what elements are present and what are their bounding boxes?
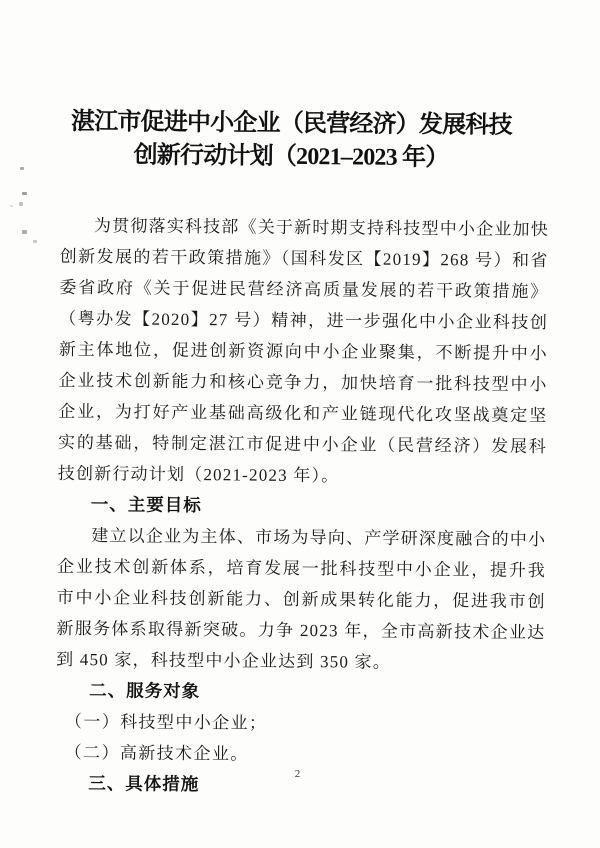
document-title-line-2: 创新行动计划（2021–2023 年） [133, 142, 449, 172]
scan-artifact-speck [33, 240, 37, 243]
paragraph-preamble: 为贯彻落实科技部《关于新时期支持科技型中小企业加快创新发展的若干政策措施》（国科发区【2019】268 号）和省委省政府《关于促进民营经济高质量发展的若干政策措施》（粤办发【2020】27 号）精神，进一步强化中小企业科技创新主体地位，促进创新资源向中小企业聚集，不断提升中小企业技术创新能力和核心竞争力，加快培育一批科技型中小企业，为打好产业基础高级化和产业链现代化攻坚战奠定坚实的基础，特制定湛江市促进中小企业（民营经济）发展科技创新行动计划（2021-2023 年）。 [57, 216, 550, 486]
document-title-line-1: 湛江市促进中小企业（民营经济）发展科技 [70, 108, 512, 139]
scan-artifact-speck [20, 167, 24, 170]
list-item-tech-smes: （一）科技型中小企业； [64, 711, 268, 733]
scan-artifact-speck [22, 192, 27, 195]
list-item-high-tech-enterprises: （二）高新技术企业。 [64, 742, 249, 764]
page-number: 2 [294, 768, 301, 780]
scan-artifact-speck [19, 202, 23, 206]
scan-artifact-speck [22, 230, 27, 234]
heading-service-targets: 二、服务对象 [89, 680, 201, 702]
paragraph-main-goals: 建立以企业为主体、市场为导向、产学研深度融合的中小企业技术创新体系，培育发展一批科技型中小企业，提升我市中小企业科技创新能力、创新成果转化能力，促进我市创新服务体系取得新突破。力争 2023 年，全市高新技术企业达到 450 家，科技型中小企业达到 350 家。 [56, 526, 547, 672]
scan-artifact-speck [10, 205, 13, 207]
document-body [55, 106, 550, 803]
heading-main-goals: 一、主要目标 [90, 494, 202, 516]
heading-specific-measures: 三、具体措施 [88, 773, 200, 795]
document-title [60, 106, 550, 176]
